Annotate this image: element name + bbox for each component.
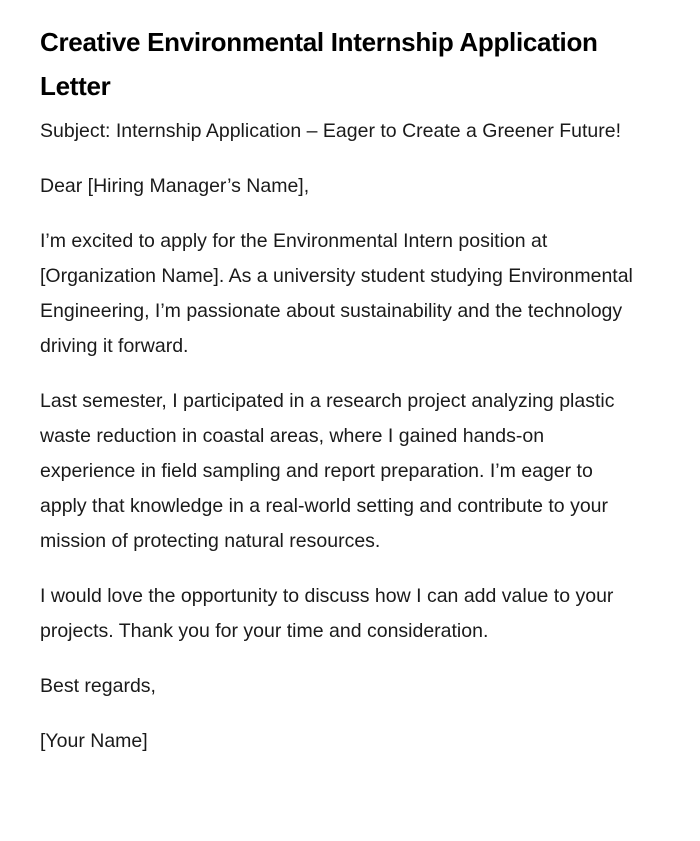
letter-title: Creative Environmental Internship Application Letter bbox=[40, 27, 598, 101]
letter-paragraph-intro: I’m excited to apply for the Environmental Intern position at [Organization Name]. As a university student studying Environmental Engineering, I’m passionate about sustainability and the technology driving it forward. bbox=[40, 230, 633, 357]
letter-greeting: Dear [Hiring Manager’s Name], bbox=[40, 175, 310, 197]
letter-subject: Subject: Internship Application – Eager to Create a Greener Future! bbox=[40, 120, 622, 142]
letter-document bbox=[40, 20, 640, 779]
letter-paragraph-experience: Last semester, I participated in a research project analyzing plastic waste reduction in coastal areas, where I gained hands-on experience in field sampling and report preparation. I’m eager to apply that knowledge in a real-world setting and contribute to your mission of protecting natural resources. bbox=[40, 390, 615, 552]
letter-paragraph-closing-remarks: I would love the opportunity to discuss how I can add value to your projects. Thank you for your time and consideration. bbox=[40, 585, 614, 642]
letter-closing: Best regards, bbox=[40, 675, 156, 697]
letter-signature: [Your Name] bbox=[40, 730, 148, 752]
